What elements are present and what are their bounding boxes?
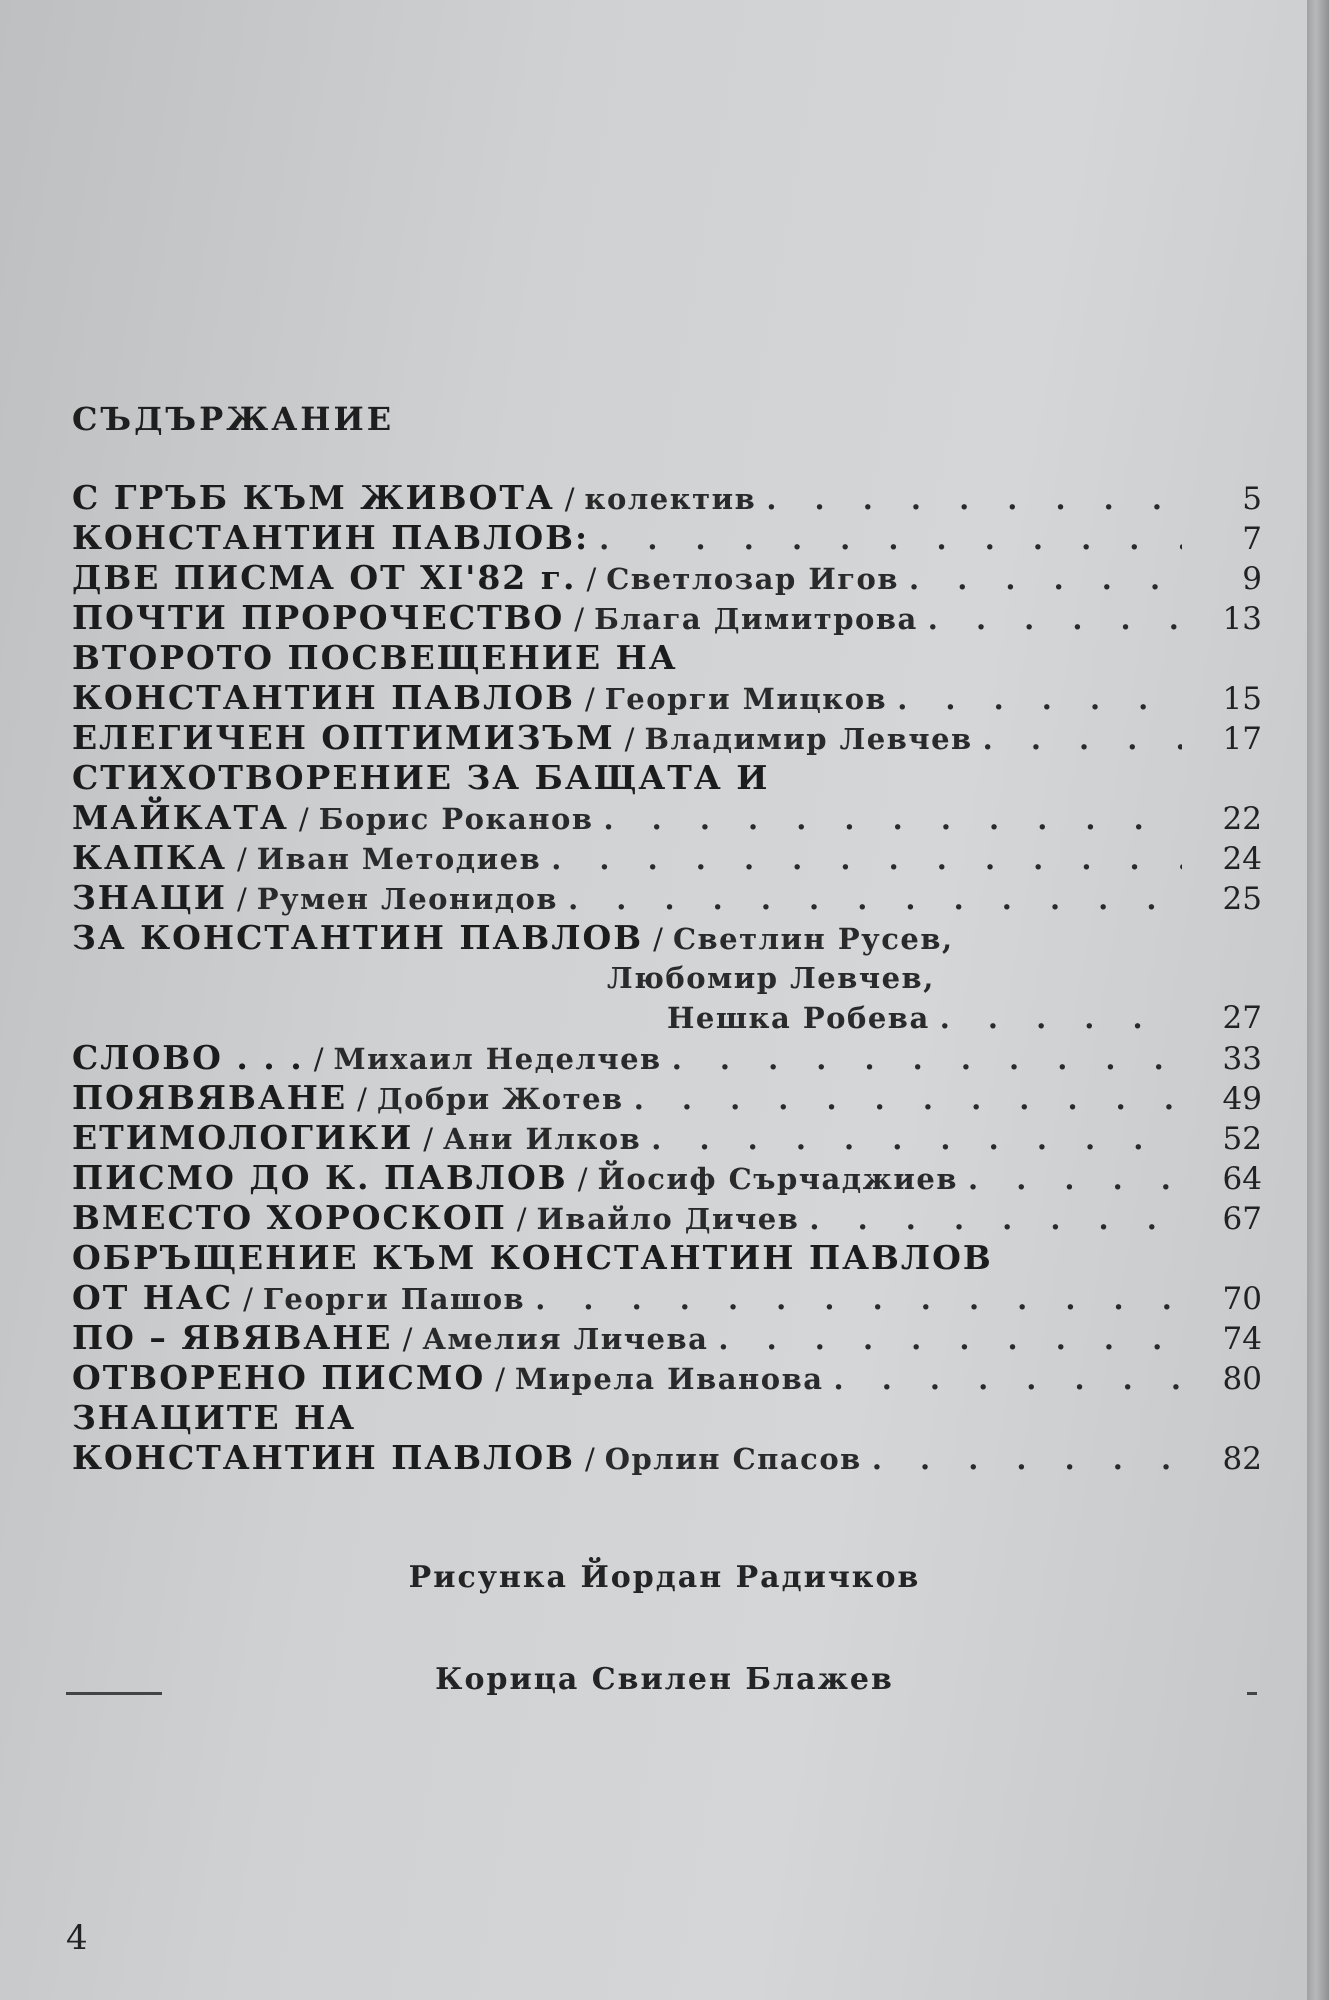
entry-author: Светлозар Игов (606, 562, 899, 596)
contents-heading: СЪДЪРЖАНИЕ (72, 400, 395, 438)
toc-entry (72, 1038, 1262, 1078)
dot-leader (551, 839, 1182, 879)
toc-entry (72, 598, 1262, 638)
entry-author: Любомир Левчев, (607, 961, 935, 995)
toc-entry (72, 918, 1262, 958)
toc-entry (72, 838, 1262, 878)
toc-entry (72, 1398, 1262, 1438)
entry-title: ВТОРОТО ПОСВЕЩЕНИЕ НА (72, 638, 678, 677)
entry-title: ОБРЪЩЕНИЕ КЪМ КОНСТАНТИН ПАВЛОВ (72, 1238, 993, 1277)
entry-page: 64 (1222, 1161, 1262, 1197)
dot-leader (809, 1199, 1182, 1239)
entry-author: Амелия Личева (422, 1322, 709, 1356)
toc-entry (72, 798, 1262, 838)
entry-page: 70 (1222, 1281, 1262, 1317)
toc-entry (72, 478, 1262, 518)
entry-page: 22 (1222, 801, 1262, 837)
dot-leader (535, 1279, 1182, 1319)
entry-title: ПОЯВЯВАНЕ (72, 1078, 348, 1117)
entry-page: 5 (1242, 481, 1262, 517)
toc-entry (72, 1078, 1262, 1118)
entry-page: 25 (1222, 881, 1262, 917)
entry-author: Иван Методиев (256, 842, 542, 876)
dot-leader (651, 1119, 1182, 1159)
dot-leader (897, 679, 1182, 719)
entry-title: ОТ НАС (72, 1278, 234, 1317)
entry-page: 24 (1222, 841, 1262, 877)
toc-entry-continued (72, 998, 1262, 1038)
entry-page: 67 (1222, 1201, 1262, 1237)
print-mark (66, 1692, 162, 1695)
entry-title: ДВЕ ПИСМА ОТ XI'82 г. (72, 558, 577, 597)
dot-leader (599, 519, 1182, 559)
entry-title: МАЙКАТА (72, 798, 289, 837)
dot-leader (634, 1079, 1182, 1119)
dot-leader (940, 998, 1182, 1038)
page-edge (1307, 0, 1329, 2000)
entry-title: ЕТИМОЛОГИКИ (72, 1118, 414, 1157)
toc-entry (72, 1438, 1262, 1478)
entry-author: Ивайло Дичев (536, 1202, 800, 1236)
toc-entry (72, 1358, 1262, 1398)
entry-author: Нешка Робева (667, 1001, 930, 1035)
toc-entry (72, 718, 1262, 758)
entry-separator: / (313, 1042, 324, 1076)
entry-title: ОТВОРЕНО ПИСМО (72, 1358, 486, 1397)
dot-leader (909, 559, 1182, 599)
entry-page: 82 (1222, 1441, 1262, 1477)
entry-separator: / (577, 1162, 588, 1196)
entry-page: 33 (1222, 1041, 1262, 1077)
entry-separator: / (564, 482, 575, 516)
toc-entry (72, 1158, 1262, 1198)
toc-entry (72, 1198, 1262, 1238)
toc-entry (72, 758, 1262, 798)
entry-author: Мирела Иванова (515, 1362, 824, 1396)
entry-title: С ГРЪБ КЪМ ЖИВОТА (72, 478, 555, 517)
print-mark (1247, 1692, 1257, 1695)
entry-page: 27 (1222, 1000, 1262, 1036)
entry-author: Блага Димитрова (594, 602, 918, 636)
entry-page: 13 (1222, 601, 1262, 637)
toc-entry (72, 1318, 1262, 1358)
dot-leader (603, 799, 1182, 839)
entry-separator: / (402, 1322, 413, 1356)
entry-separator: / (624, 722, 635, 756)
entry-title: СЛОВО . . . (72, 1038, 304, 1077)
toc-entry (72, 878, 1262, 918)
entry-title: ПИСМО ДО К. ПАВЛОВ (72, 1158, 568, 1197)
entry-author: Владимир Левчев (644, 722, 973, 756)
toc-entry (72, 678, 1262, 718)
entry-title: КОНСТАНТИН ПАВЛОВ (72, 1438, 575, 1477)
entry-author: колектив (584, 482, 757, 516)
dot-leader (872, 1439, 1182, 1479)
entry-author: Добри Жотев (376, 1082, 624, 1116)
entry-page: 15 (1222, 681, 1262, 717)
entry-separator: / (236, 882, 247, 916)
entry-separator: / (495, 1362, 505, 1396)
table-of-contents (72, 478, 1262, 1478)
entry-author: Йосиф Сърчаджиев (597, 1162, 958, 1196)
entry-title: ЕЛЕГИЧЕН ОПТИМИЗЪМ (72, 718, 615, 757)
dot-leader (968, 1159, 1182, 1199)
entry-title: ВМЕСТО ХОРОСКОП (72, 1198, 507, 1237)
entry-author: Георги Пашов (262, 1282, 526, 1316)
dot-leader (718, 1319, 1182, 1359)
entry-separator: / (584, 1442, 595, 1476)
entry-page: 80 (1222, 1361, 1262, 1397)
entry-author: Ани Илков (443, 1122, 642, 1156)
toc-entry-continued (72, 958, 1262, 998)
entry-author: Георги Мицков (604, 682, 888, 716)
toc-entry (72, 1238, 1262, 1278)
dot-leader (672, 1039, 1182, 1079)
entry-title: ПО – ЯВЯВАНЕ (72, 1318, 393, 1357)
entry-page: 7 (1242, 521, 1262, 557)
entry-separator: / (423, 1122, 434, 1156)
entry-separator: / (586, 562, 597, 596)
entry-page: 17 (1222, 721, 1262, 757)
dot-leader (834, 1359, 1182, 1399)
entry-separator: / (653, 922, 663, 956)
toc-entry (72, 638, 1262, 678)
entry-author: Румен Леонидов (256, 882, 559, 916)
entry-separator: / (298, 802, 309, 836)
illustration-credit: Рисунка Йордан Радичков (408, 1560, 921, 1595)
entry-separator: / (516, 1202, 527, 1236)
entry-separator: / (574, 602, 585, 636)
entry-title: ПОЧТИ ПРОРОЧЕСТВО (72, 598, 565, 637)
entry-separator: / (357, 1082, 367, 1116)
entry-page: 52 (1222, 1121, 1262, 1157)
entry-separator: / (243, 1282, 253, 1316)
entry-title: СТИХОТВОРЕНИЕ ЗА БАЩАТА И (72, 758, 770, 797)
entry-title: ЗНАЦИТЕ НА (72, 1398, 357, 1437)
dot-leader (568, 879, 1182, 919)
page-number: 4 (66, 1918, 88, 1958)
toc-entry (72, 558, 1262, 598)
entry-page: 74 (1222, 1321, 1262, 1357)
entry-author: Светлин Русев, (672, 922, 954, 956)
entry-title: ЗА КОНСТАНТИН ПАВЛОВ (72, 918, 644, 957)
entry-title: КОНСТАНТИН ПАВЛОВ: (72, 518, 590, 557)
entry-separator: / (584, 682, 595, 716)
entry-title: ЗНАЦИ (72, 878, 227, 917)
toc-entry (72, 1278, 1262, 1318)
entry-page: 49 (1222, 1081, 1262, 1117)
entry-author: Борис Роканов (318, 802, 594, 836)
entry-title: КОНСТАНТИН ПАВЛОВ (72, 678, 575, 717)
toc-entry (72, 518, 1262, 558)
dot-leader (928, 599, 1182, 639)
dot-leader (983, 719, 1182, 759)
entry-author: Орлин Спасов (604, 1442, 862, 1476)
entry-title: КАПКА (72, 838, 227, 877)
cover-credit: Корица Свилен Блажев (435, 1662, 894, 1697)
dot-leader (766, 479, 1182, 519)
entry-author: Михаил Неделчев (333, 1042, 662, 1076)
entry-separator: / (236, 842, 247, 876)
entry-page: 9 (1242, 561, 1262, 597)
toc-entry (72, 1118, 1262, 1158)
